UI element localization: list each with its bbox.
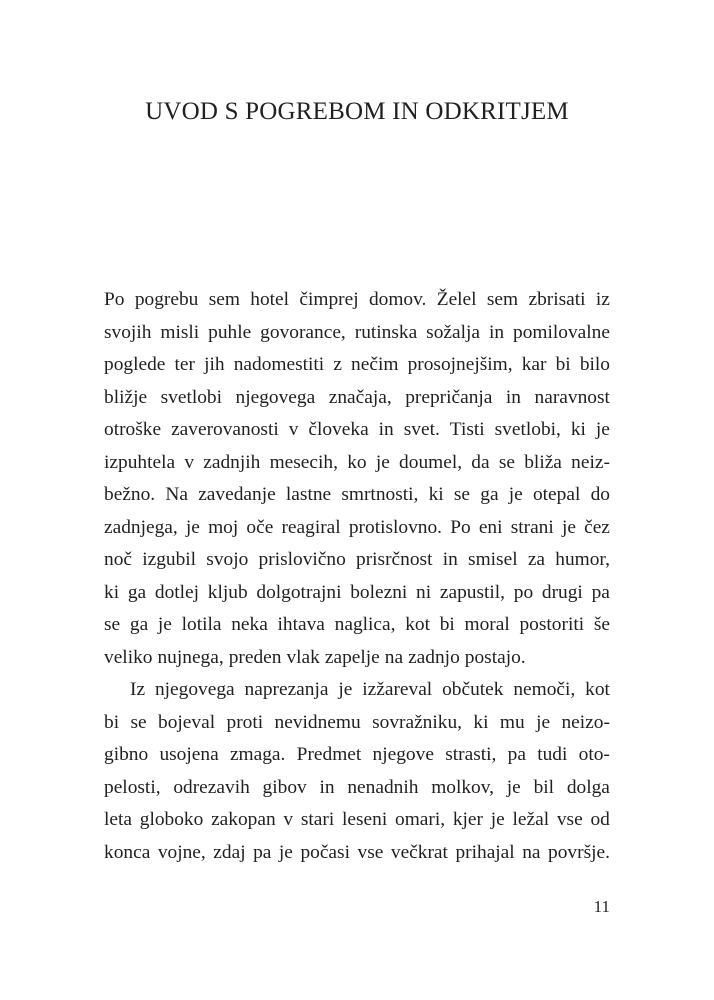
text-line: veliko nujnega, preden vlak zapelje na zadnjo postajo. — [104, 646, 526, 668]
text-line: zadnjega, je moj oče reagiral protislovno. Po eni strani je čez — [104, 516, 610, 538]
body-text — [104, 284, 610, 869]
chapter-title: UVOD S POGREBOM IN ODKRITJEM — [145, 98, 569, 125]
page-number: 11 — [593, 897, 610, 916]
text-line: ki ga dotlej kljub dolgotrajni bolezni ni zapustil, po drugi pa — [104, 581, 610, 603]
text-line: bližje svetlobi njegovega značaja, prepričanja in naravnost — [104, 386, 610, 408]
text-line: otroške zaverovanosti v človeka in svet. Tisti svetlobi, ki je — [104, 419, 610, 440]
text-line: konca vojne, zdaj pa je počasi vse večkrat prihajal na površje. — [104, 841, 610, 863]
text-line: gibno usojena zmaga. Predmet njegove strasti, pa tudi oto- — [104, 744, 610, 765]
text-line: leta globoko zakopan v stari leseni omari, kjer je ležal vse od — [104, 809, 610, 830]
text-line: se ga je lotila neka ihtava naglica, kot bi moral postoriti še — [104, 614, 610, 635]
text-line: poglede ter jih nadomestiti z nečim prosojnejšim, kar bi bilo — [104, 354, 610, 375]
text-line: noč izgubil svojo prislovično prisrčnost in smisel za humor, — [104, 549, 610, 570]
text-line: Iz njegovega naprezanja je izžareval občutek nemoči, kot — [130, 679, 610, 700]
paragraph — [104, 674, 610, 869]
text-line: svojih misli puhle govorance, rutinska sožalja in pomilovalne — [104, 321, 610, 343]
text-line: bežno. Na zavedanje lastne smrtnosti, ki se ga je otepal do — [104, 484, 610, 505]
text-line: Po pogrebu sem hotel čimprej domov. Želel sem zbrisati iz — [104, 289, 610, 310]
paragraph — [104, 284, 610, 674]
text-line: bi se bojeval proti nevidnemu sovražniku, ki mu je neizo- — [104, 711, 610, 733]
text-line: izpuhtela v zadnjih mesecih, ko je doumel, da se bliža neiz- — [104, 451, 610, 473]
text-line: pelosti, odrezavih gibov in nenadnih molkov, je bil dolga — [104, 776, 610, 798]
